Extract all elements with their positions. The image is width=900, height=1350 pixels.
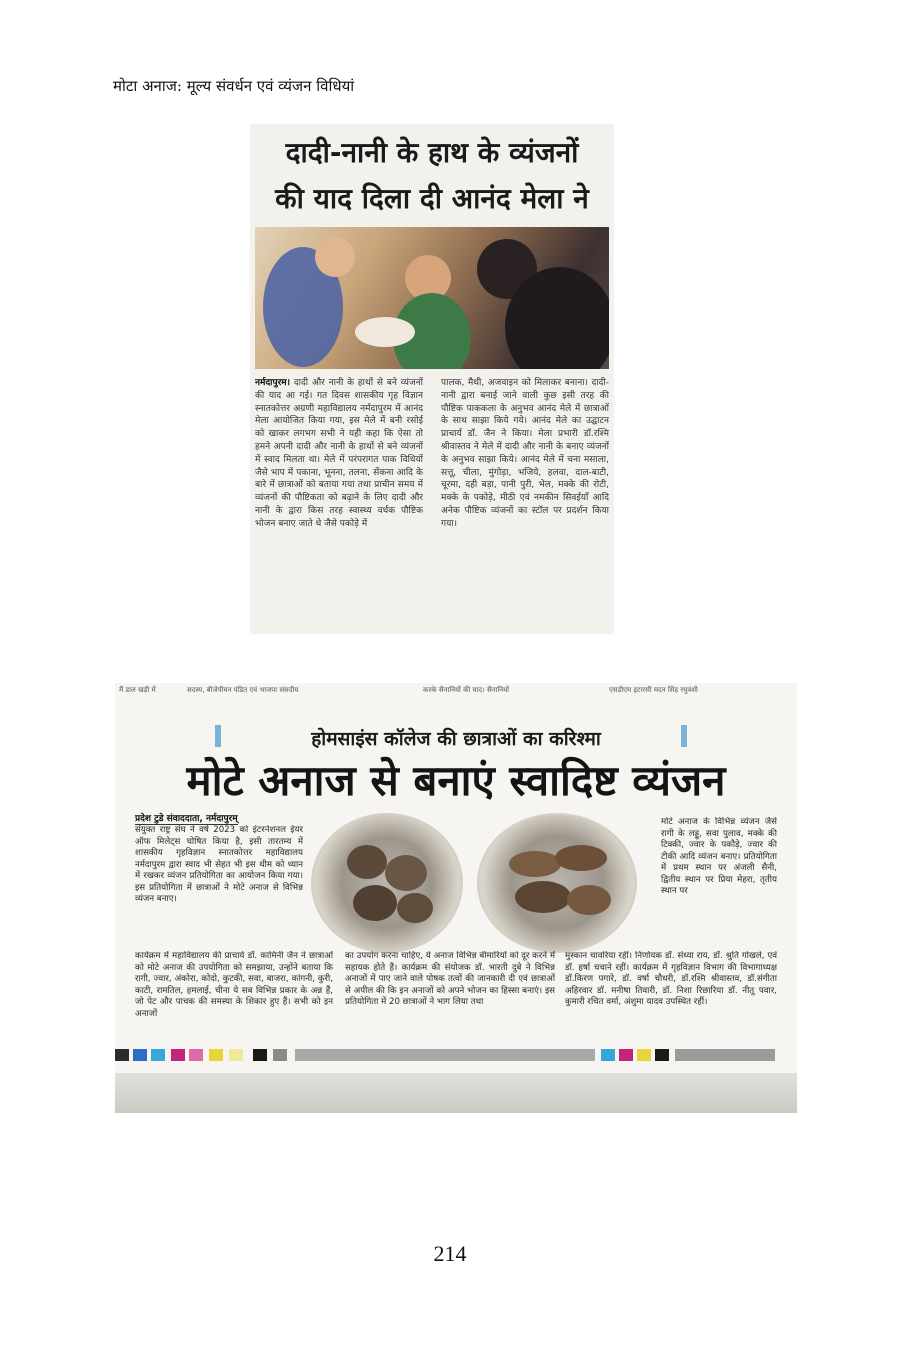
running-header: मोटा अनाज: मूल्य संवर्धन एवं व्यंजन विधियां bbox=[113, 77, 355, 95]
byline: प्रदेश टुडे संवाददाता, नर्मदापुरम् bbox=[135, 811, 238, 825]
newspaper-clipping-2 bbox=[115, 683, 797, 1113]
top-strip-text-1: मैं डाल खड़ी में bbox=[119, 686, 156, 694]
top-strip-text-4: एसडीएम इटारसी मदन सिंह रघुवंशी bbox=[609, 686, 698, 694]
top-strip-text-3: करके सैनानियों की याद। सैनानियों bbox=[423, 686, 509, 694]
clipping-1-headline-line-1: दादी-नानी के हाथ के व्यंजनों bbox=[285, 136, 579, 169]
clipping-1-column-right: पालक, मैथी, अजवाइन को मिलाकर बनाना। दादी-नानी द्वारा बनाई जाने वाली कुछ इसी तरह की पौष्टिक पाककला के अनुभव आनंद मेले में छात्राओं के साथ साझा किये गये। आनंद मेले का उद्घाटन प्राचार्य डॉ. जैन ने किया। मेला प्रभारी डॉ.रश्मि श्रीवास्तव ने मेले में दादी और नानी के बनाए व्यंजनों के अनुभव साझा किये। आनंद मेले में चना मसाला, सत्तू, चीला, मुंगोड़ा, भजिये, हलवा, दाल-बाटी, चूरमा, दही बड़ा, पानी पुरी, भेल, मक्के की रोटी, मक्के के पकोड़े, मीठी एवं नमकीन सिवईयाँ आदि अनेक पौष्टिक व्यंजनों का स्टॉल पर प्रदर्शन किया गया। bbox=[441, 378, 609, 529]
clipping-1-column-left bbox=[255, 377, 423, 625]
newspaper-clipping-1 bbox=[251, 125, 613, 633]
clipping-2-column-right-top: मोटे अनाज के विभिन्न व्यंजन जैसे रागी के लड्डू, सवा पुलाव, मक्के की टिक्की, ज्वार के पकौड़े, ज्वार की टीकी आदि व्यंजन बनाए। प्रतियोगिता में प्रथम स्थान पर अंजली सैनी, द्वितीय स्थान पर प्रिया मेहरा, तृतीय स्थान पर bbox=[661, 817, 777, 896]
clipping-2-headline: मोटे अनाज से बनाएं स्वादिष्ट व्यंजन bbox=[186, 756, 726, 805]
clipping-2-column-bottom-3: मुस्कान चावरिया रहीं। निर्णायक डॉ. संध्या राय, डॉ. श्रुति गोखले, एवं डॉ. हर्षा चचाने रहीं। कार्यक्रम में गृहविज्ञान विभाग की विभागाध्यक्ष डॉ.किरण पगारे, डॉ. वर्षा चौधरी, डॉ.रश्मि श्रीवास्तव, डॉ.संगीता अहिरवार डॉ. मनीषा तिवारी, डॉ. निशा रिछारिया डॉ. नीतू पवार, कुमारी रचित वर्मा, अंशुमा यादव उपस्थित रहीं। bbox=[565, 951, 777, 1007]
clipping-1-headline-line-2: की याद दिला दी आनंद मेला ने bbox=[275, 182, 589, 215]
clipping-1-body-left: दादी और नानी के हाथों से बने व्यंजनों की याद आ गई। गत दिवस शासकीय गृह विज्ञान स्नातकोत्तर अग्रणी महाविद्यालय नर्मदापुरम में आनंद मेला आयोजित किया गया, इस मेले में बनी रसोई को खाकर लगभग सभी ने यही कहा कि ऐसा तो हमने अपनी दादी और नानी के हाथों से बने व्यंजनों में स्वाद मिलता था। मेले में परंपरागत पाक विधियों जैसे भाप में पकाना, भूनना, तलना, सेंकना आदि के बारे में छात्राओं को बताया गया तथा प्राचीन समय में व्यंजनों की पौष्टिकता को बढ़ाने के लिए दादी और नानी के द्वारा किस तरह स्वास्थ्य वर्धक पौष्टिक भोजन बनाए जाते थे जैसे पकोड़े में bbox=[255, 378, 423, 529]
millet-cookies-photo bbox=[311, 813, 463, 953]
clipping-1-photo bbox=[255, 227, 609, 369]
clipping-2-background-edge bbox=[115, 1073, 797, 1113]
clipping-2-column-intro: संयुक्त राष्ट्र संघ ने वर्ष 2023 को इंटरनेशनल ईयर ऑफ मिलेट्स घोषित किया है, इसी तारतम्य में शासकीय गृहविज्ञान स्नातकोत्तर महाविद्यालय नर्मदापुरम द्वारा स्वाद भी सेहत भी इस थीम को ध्यान में रखकर व्यंजन प्रतियोगिता का आयोजन किया गया। इस प्रतियोगिता में छात्राओं ने मोटे अनाज से विभिन्न व्यंजन बनाए। bbox=[135, 825, 303, 904]
clipping-2-subheadline: होमसाइंस कॉलेज की छात्राओं का करिश्मा bbox=[311, 728, 601, 750]
dateline: नर्मदापुरम। bbox=[255, 378, 291, 388]
printer-color-bar bbox=[115, 1049, 797, 1061]
clipping-2-column-bottom-1: कार्यक्रम में महाविद्यालय की प्राचार्य डॉ. कामिनी जैन ने छात्राओं को मोटे अनाज की उपयोगिता को समझाया, उन्होंने बताया कि रागी, ज्वार, अंकोरा, कोदो, कुटकी, सवा, बाजरा, कांगनी, कुरी, काटी, रामतिल, हमलाई, चीना ये सब विभिन्न प्रकार के अन्न हैं, जो पेट और पाचक की समस्या के शिकार हुए हैं। सभी को इन अनाजों bbox=[135, 951, 333, 1019]
clipping-2-column-bottom-2: का उपयोग करना चाहिए, ये अनाज विभिन्न बीमारियों को दूर करने में सहायक होते हैं। कार्यक्रम की संयोजक डॉ. भारती दुबे ने विभिन्न अनाजों में पाए जाने वाले पोषक तत्वों की जानकारी दी एवं छात्राओं से अपील की कि इन अनाजों को अपने भोजन का हिस्सा बनाएं। इस प्रतियोगिता में 20 छात्राओं ने भाग लिया तथा bbox=[345, 951, 555, 1007]
top-strip-text-2: सदस्य, बीजेपीयन पंडित एवं भाजपा संसदीय bbox=[187, 686, 299, 694]
page-number: 214 bbox=[433, 1241, 467, 1266]
millet-biscuits-photo bbox=[477, 813, 637, 953]
